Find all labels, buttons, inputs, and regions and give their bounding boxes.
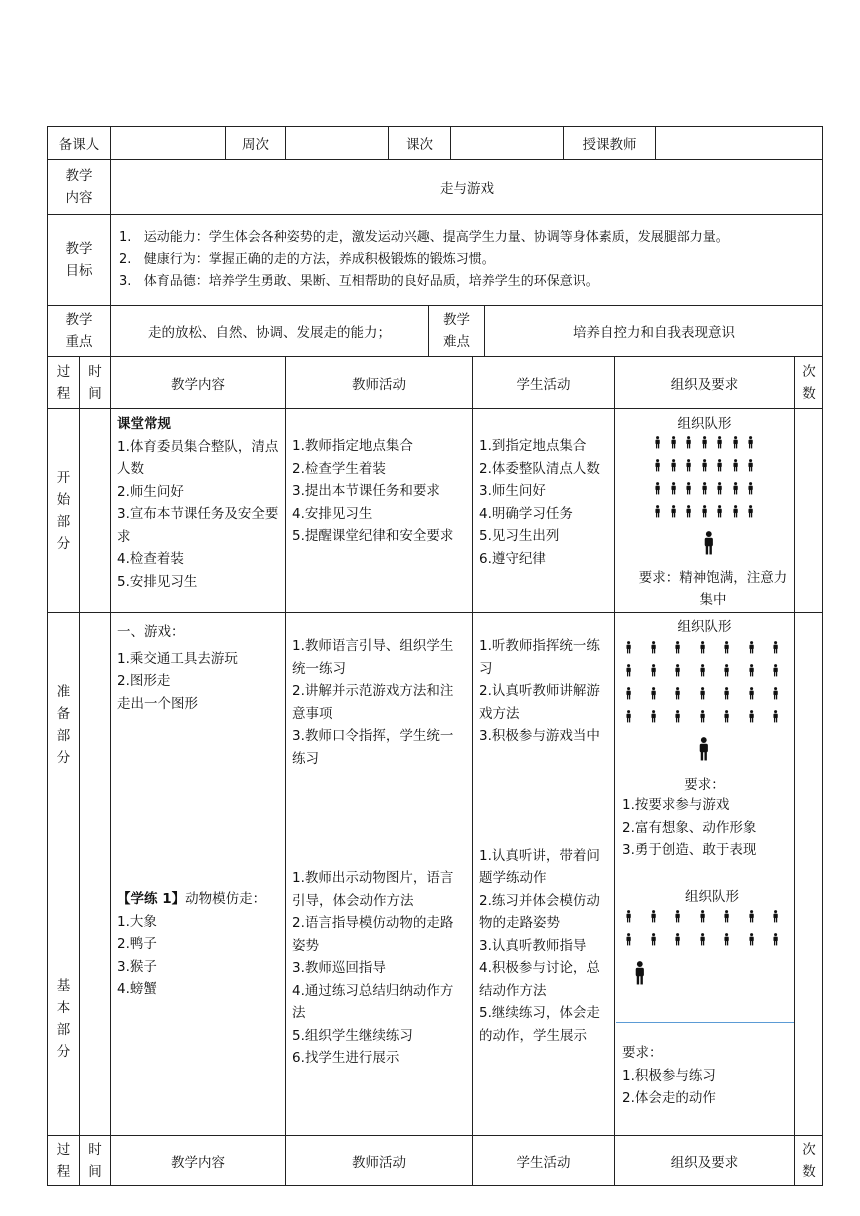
list-item: 2.认真听教师讲解游戏方法 [479,683,600,722]
list-item: 3.教师口令指挥，学生统一练习 [292,728,454,767]
student-figure-icon [650,910,657,923]
count-prep-basic [794,612,823,1135]
basic-content-title: 动物模仿走： [185,891,267,907]
student-figure-icon [723,710,730,723]
student-figure-icon [716,436,723,449]
col-teacher: 教师活动 [285,1135,472,1186]
goal-item: 1. 运动能力：学生体会各种姿势的走，激发运动兴趣、提高学生力量、协调等身体素质，发展腿部力量。 [119,230,729,245]
list-item: 1.积极参与练习 [622,1067,716,1084]
student-figure-icon [748,641,755,654]
list-item: 2.富有想象、动作形象 [622,819,757,836]
student-figure-icon [650,641,657,654]
goals-label: 教学 目标 [47,214,110,305]
student-figure-icon [699,933,706,946]
student-figure-icon [699,664,706,677]
col-time: 时 间 [79,1135,110,1186]
list-item: 3.宣布本节课任务及安全要求 [117,506,279,545]
phase-start: 开 始 部 分 [47,408,79,612]
start-content [110,408,285,612]
col-student: 学生活动 [472,356,614,408]
list-item: 1.教师指定地点集合 [292,438,413,454]
org-title: 组织队形 [677,416,732,432]
student-figure-icon [685,436,692,449]
student-figure-icon [732,505,739,518]
student-figure-icon [670,459,677,472]
student-figure-icon [670,482,677,495]
list-item: 5.安排见习生 [117,573,198,590]
col-content: 教学内容 [110,1135,285,1186]
preparer-field[interactable] [110,126,225,159]
col-process: 过 程 [47,356,79,408]
student-figure-icon [772,910,779,923]
teacher-figure-icon [697,737,711,761]
student-figure-icon [650,933,657,946]
student-figure-icon [701,482,708,495]
prep-basic-content [110,612,285,1135]
list-item: 2.检查学生着装 [292,460,386,477]
difficulty-value: 培养自控力和自我表现意识 [484,305,823,356]
list-item: 1.教师出示动物图片，语言引导，体会动作方法 [292,870,454,909]
content-value: 走与游戏 [110,159,823,214]
student-figure-icon [699,910,706,923]
list-item: 走出一个图形 [117,695,198,712]
list-item: 2.图形走 [117,673,171,689]
org-requirement-list [622,794,756,862]
list-item: 6.遵守纪律 [479,550,546,567]
org-requirement: 要求：精神饱满，注意力集中 [638,570,788,608]
key-label: 教学 重点 [47,305,110,356]
student-figure-icon [670,505,677,518]
student-figure-icon [747,459,754,472]
list-item: 2.练习并体会模仿动物的走路姿势 [479,892,600,931]
list-item: 2.体委整队清点人数 [479,460,600,477]
student-figure-icon [650,687,657,700]
student-figure-icon [625,933,632,946]
list-item: 1.乘交通工具去游玩 [117,650,238,667]
org-requirement-list [622,1042,716,1110]
prep-basic-org [614,612,794,1135]
list-item: 1.体育委员集合整队，清点人数 [117,438,279,477]
student-figure-icon [650,710,657,723]
col-content: 教学内容 [110,356,285,408]
key-value: 走的放松、自然、协调、发展走的能力； [110,305,428,356]
student-figure-icon [732,482,739,495]
list-item: 5.见习生出列 [479,528,560,544]
col-count: 次 数 [794,356,823,408]
student-figure-icon [670,436,677,449]
goal-item: 2. 健康行为：掌握正确的走的方法，养成积极锻炼的锻炼习惯。 [119,252,495,267]
org-requirement-title: 要求： [684,777,725,793]
prep-basic-teacher [285,612,472,1135]
list-item: 5.组织学生继续练习 [292,1027,413,1044]
student-figure-icon [723,933,730,946]
student-figure-icon [772,710,779,723]
basic-content-heading [117,888,279,911]
student-figure-icon [685,505,692,518]
prep-basic-student [472,612,614,1135]
student-figure-icon [723,910,730,923]
list-item: 1.大象 [117,913,157,930]
student-figure-icon [625,641,632,654]
student-figure-icon [625,710,632,723]
list-item: 2.鸭子 [117,936,157,952]
student-figure-icon [748,710,755,723]
list-item: 3.教师巡回指导 [292,960,386,976]
phase-cell-prep-basic [47,612,79,1135]
col-org: 组织及要求 [614,356,794,408]
goals-list [110,214,823,305]
student-figure-icon [716,459,723,472]
col-time: 时 间 [79,356,110,408]
preparer-label: 备课人 [47,126,110,159]
student-figure-icon [747,505,754,518]
student-figure-icon [685,459,692,472]
student-figure-icon [716,482,723,495]
student-figure-icon [699,710,706,723]
divider-line [616,1022,794,1023]
student-figure-icon [723,687,730,700]
list-item: 4.检查着装 [117,551,184,567]
time-prep-basic [79,612,110,1135]
list-item: 5.提醒课堂纪律和安全要求 [292,528,454,544]
list-item: 3.认真听教师指导 [479,937,587,954]
time-start [79,408,110,612]
start-student [472,408,614,612]
student-figure-icon [654,459,661,472]
student-figure-icon [748,933,755,946]
list-item: 3.提出本节课任务和要求 [292,483,440,499]
list-item: 5.继续练习，体会走的动作，学生展示 [479,1005,600,1044]
student-figure-icon [674,910,681,923]
student-figure-icon [674,687,681,700]
student-figure-icon [772,687,779,700]
start-org [614,408,794,612]
list-item: 1.按要求参与游戏 [622,797,730,813]
student-figure-icon [723,641,730,654]
list-item: 2.讲解并示范游戏方法和注意事项 [292,683,454,722]
basic-content-tag: 【学练 1】 [117,891,186,907]
student-figure-icon [772,933,779,946]
list-item: 1.到指定地点集合 [479,438,587,454]
list-item: 2.师生问好 [117,483,184,500]
student-figure-icon [674,933,681,946]
list-item: 3.积极参与游戏当中 [479,728,600,744]
list-item: 1.认真听讲，带着问题学练动作 [479,847,600,886]
phase-prep: 准 备 部 分 [56,684,71,766]
col-process: 过 程 [47,1135,79,1186]
list-item: 4.螃蟹 [117,981,157,997]
list-item: 4.通过练习总结归纳动作方法 [292,982,454,1021]
student-figure-icon [732,436,739,449]
student-figure-icon [772,641,779,654]
student-figure-icon [654,505,661,518]
student-figure-icon [748,687,755,700]
student-figure-icon [654,436,661,449]
student-figure-icon [732,459,739,472]
lesson-number-label: 课次 [388,126,450,159]
student-figure-icon [747,436,754,449]
org-title: 组织队形 [685,889,739,905]
start-teacher [285,408,472,612]
list-item: 3.勇于创造、敢于表现 [622,842,757,858]
student-figure-icon [625,910,632,923]
start-content-title: 课堂常规 [117,416,171,432]
student-figure-icon [747,482,754,495]
week-label: 周次 [225,126,285,159]
content-label: 教学 内容 [47,159,110,214]
student-figure-icon [674,664,681,677]
student-figure-icon [699,687,706,700]
student-figure-icon [685,482,692,495]
list-item: 6.找学生进行展示 [292,1050,400,1066]
goal-item: 3. 体育品德：培养学生勇敢、果断、互相帮助的良好品质，培养学生的环保意识。 [119,274,599,289]
org-requirement-title: 要求： [622,1045,663,1061]
student-figure-icon [625,687,632,700]
student-figure-icon [723,664,730,677]
org-title: 组织队形 [677,619,732,635]
list-item: 1.听教师指挥统一练习 [479,638,600,677]
teacher-label: 授课教师 [563,126,655,159]
list-item: 4.安排见习生 [292,505,373,522]
list-item: 2.体会走的动作 [622,1090,716,1106]
list-item: 4.明确学习任务 [479,505,573,522]
list-item: 一、游戏： [117,624,185,640]
student-figure-icon [701,459,708,472]
student-figure-icon [701,436,708,449]
student-figure-icon [699,641,706,654]
student-figure-icon [716,505,723,518]
teacher-figure-icon [702,531,716,555]
count-start [794,408,823,612]
student-figure-icon [701,505,708,518]
difficulty-label: 教学 难点 [428,305,484,356]
teacher-figure-icon [633,961,647,985]
list-item: 3.猴子 [117,958,157,975]
phase-basic: 基 本 部 分 [56,978,71,1060]
week-field[interactable] [285,126,388,159]
col-count: 次 数 [794,1135,823,1186]
list-item: 3.师生问好 [479,483,546,499]
student-figure-icon [772,664,779,677]
teacher-field[interactable] [655,126,823,159]
student-figure-icon [748,664,755,677]
student-figure-icon [674,641,681,654]
col-student: 学生活动 [472,1135,614,1186]
list-item: 2.语言指导模仿动物的走路姿势 [292,915,454,954]
student-figure-icon [654,482,661,495]
student-figure-icon [674,710,681,723]
col-teacher: 教师活动 [285,356,472,408]
student-figure-icon [650,664,657,677]
list-item: 4.积极参与讨论，总结动作方法 [479,960,600,999]
list-item: 1.教师语言引导、组织学生统一练习 [292,638,454,677]
lesson-number-field[interactable] [450,126,563,159]
col-org: 组织及要求 [614,1135,794,1186]
student-figure-icon [748,910,755,923]
student-figure-icon [625,664,632,677]
